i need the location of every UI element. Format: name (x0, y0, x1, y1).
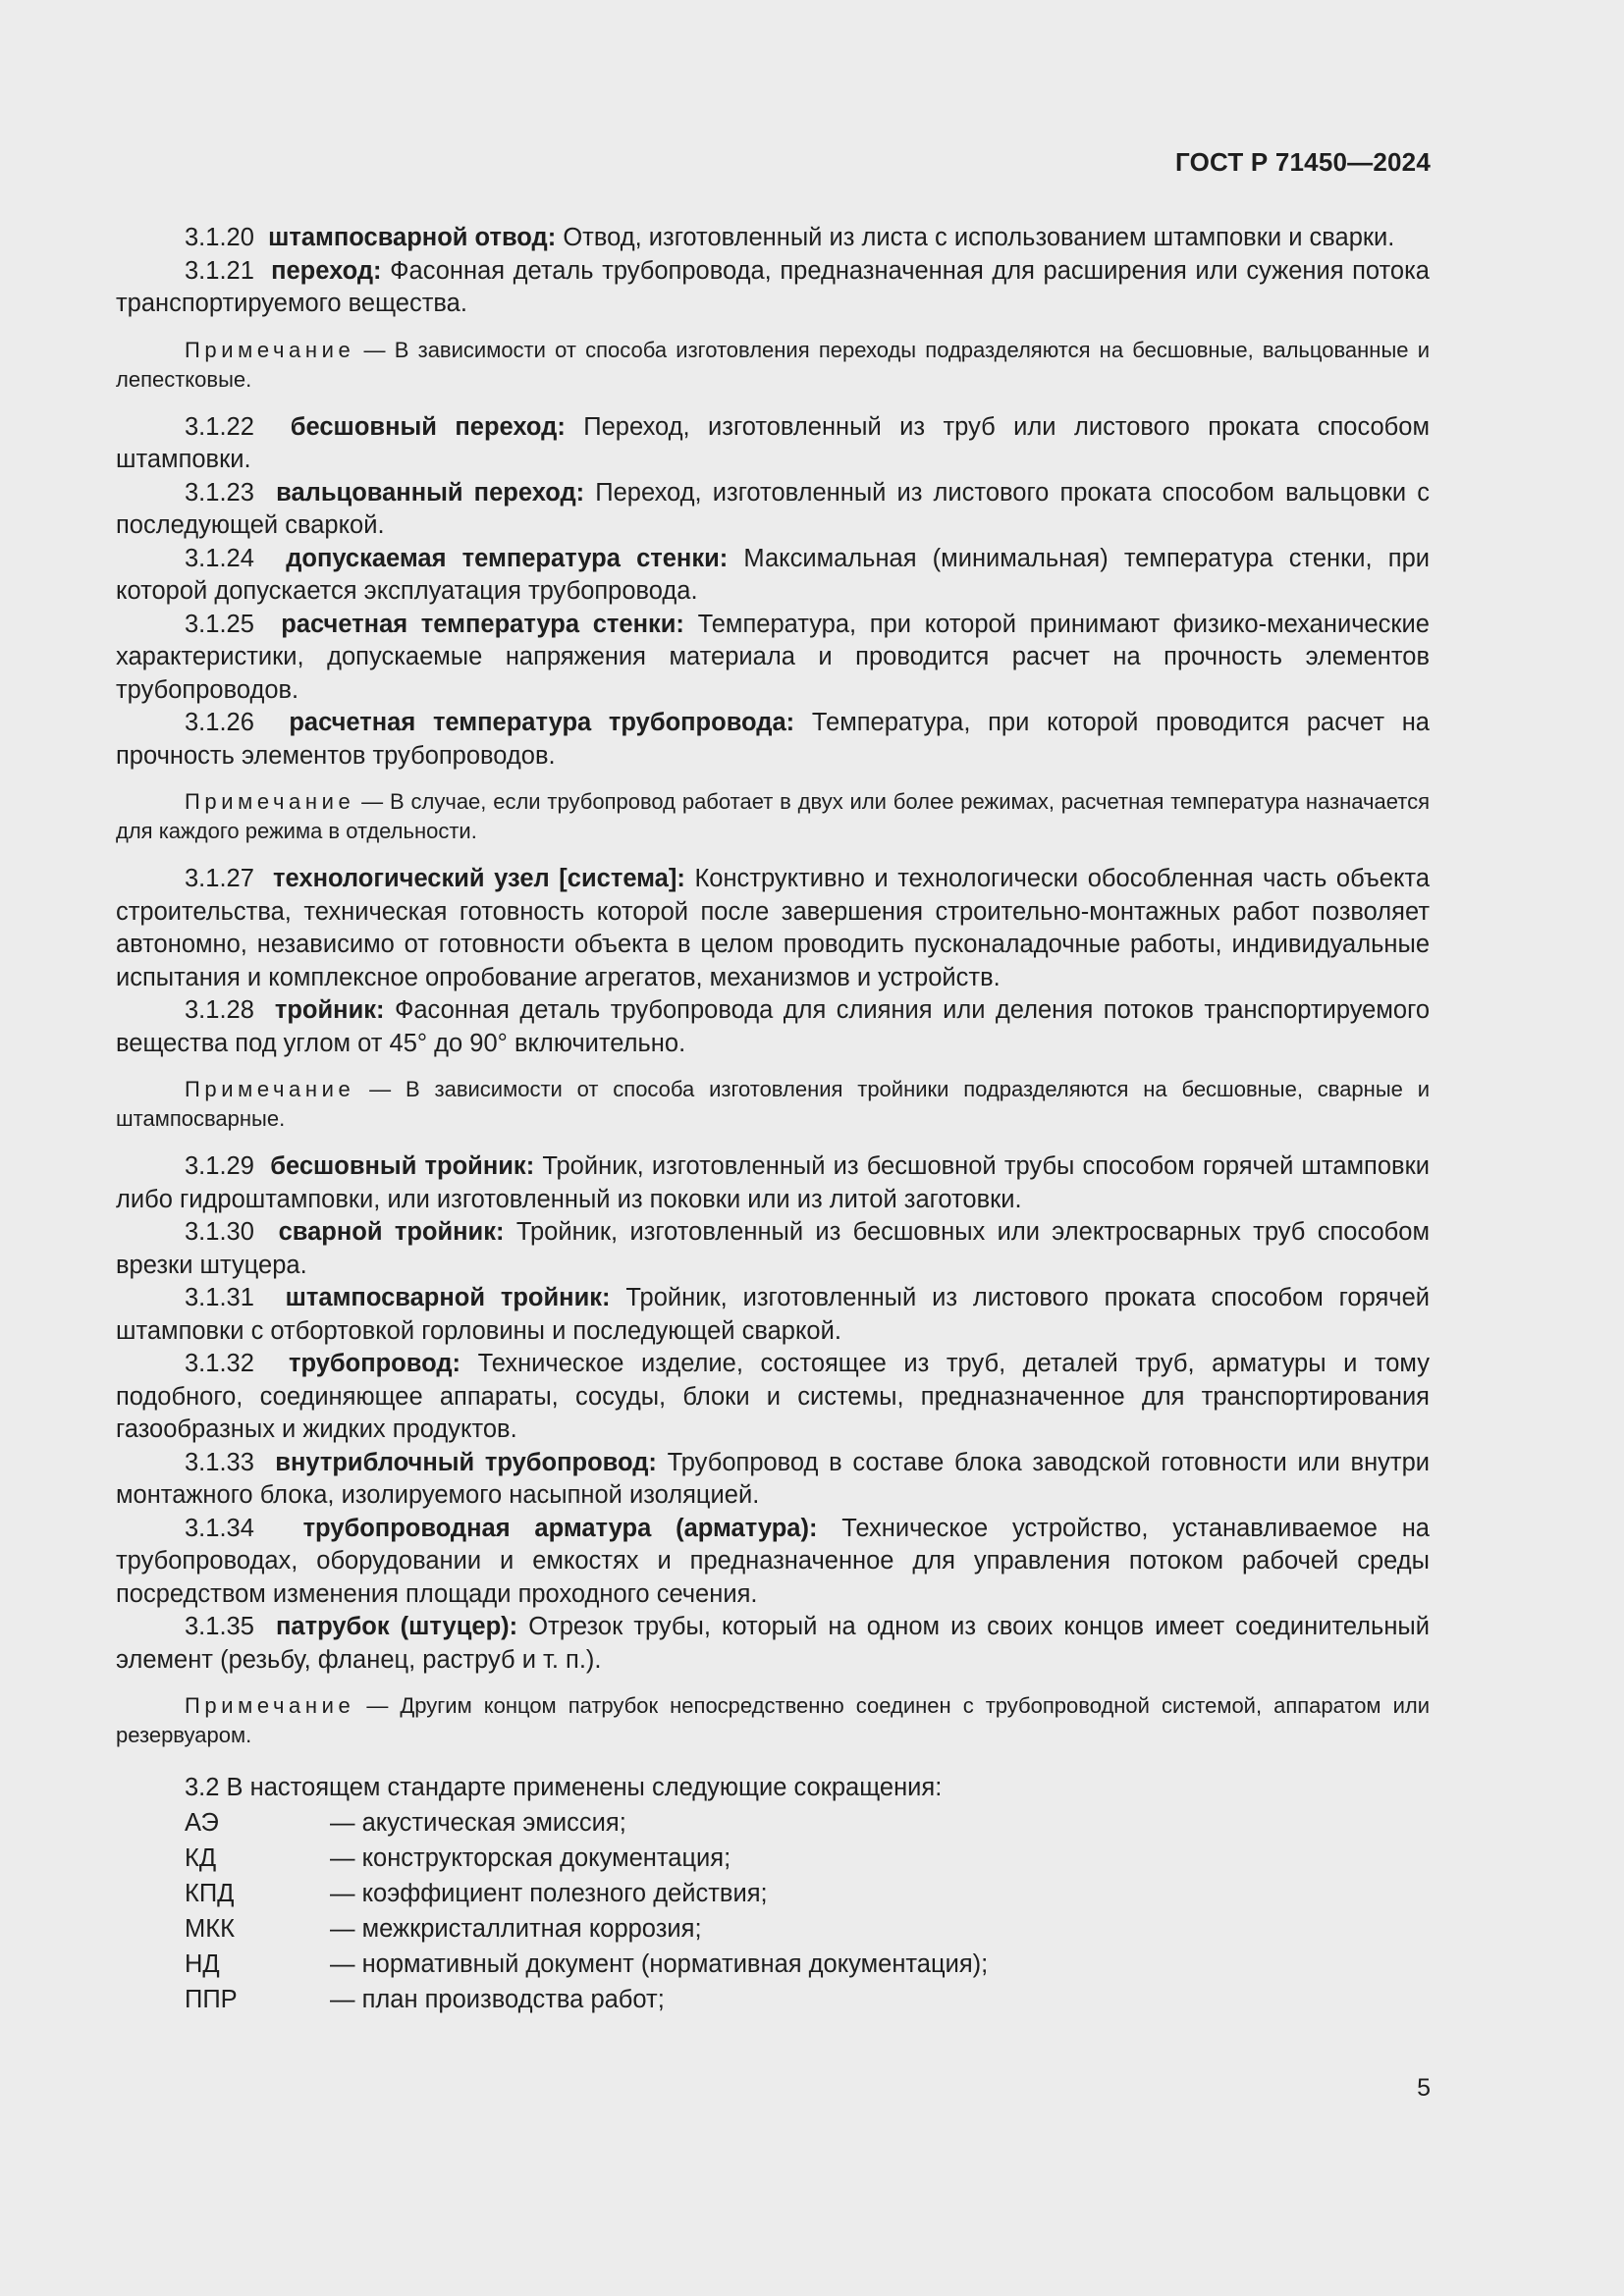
term-name: внутриблочный трубопровод: (275, 1448, 657, 1476)
term-number: 3.1.24 (185, 544, 254, 572)
term-text: Техническое устройство, устанавливаемое на трубопроводах, оборудовании и емкостях и предназначенное для управления потоком рабочей среды посредством изменения площади проходного сечения. (116, 1514, 1430, 1608)
term-name: штампосварной отвод: (268, 224, 557, 251)
term-definition (116, 222, 1430, 255)
abbreviation-row (185, 1947, 1430, 1982)
term-text: Температура, при которой принимают физико-механические характеристики, допускаемые напряжения материала и проводится расчет на прочность элементов трубопроводов. (116, 610, 1430, 704)
page-content (116, 222, 1430, 2017)
term-number: 3.1.34 (185, 1514, 254, 1542)
term-definition (116, 707, 1430, 773)
term-text: Отвод, изготовленный из листа с использованием штамповки и сварки. (563, 224, 1395, 251)
term-name: бесшовный тройник: (270, 1152, 535, 1180)
abbreviation-row (185, 1982, 1430, 2017)
abbreviation: КД (185, 1844, 217, 1872)
abbreviation: МКК (185, 1915, 235, 1943)
term-number: 3.1.33 (185, 1448, 254, 1476)
abbreviation-meaning: — конструкторская документация; (330, 1844, 731, 1872)
term-definition (116, 477, 1430, 543)
term-number: 3.1.25 (185, 610, 254, 638)
term-definition (116, 1348, 1430, 1447)
term-number: 3.1.28 (185, 996, 254, 1024)
note (116, 336, 1430, 395)
note-label: Примечание (185, 789, 355, 814)
abbreviation-meaning: — план производства работ; (330, 1986, 665, 2013)
note-dash: — (354, 789, 391, 814)
term-text: Трубопровод в составе блока заводской готовности или внутри монтажного блока, изолируемого насыпной изоляцией. (116, 1448, 1431, 1509)
note (116, 1075, 1430, 1134)
page-number: 5 (1417, 2074, 1431, 2102)
term-name: расчетная температура трубопровода: (289, 709, 795, 736)
note-text: Другим концом патрубок непосредственно соединен с трубопроводной системой, аппаратом или резервуаром. (116, 1693, 1430, 1747)
document-code: ГОСТ Р 71450—2024 (1175, 147, 1431, 177)
term-number: 3.1.30 (185, 1218, 254, 1246)
abbreviation-meaning: — коэффициент полезного действия; (330, 1880, 768, 1907)
abbreviation-meaning: — межкристаллитная коррозия; (330, 1915, 702, 1943)
term-text: Техническое изделие, состоящее из труб, деталей труб, арматуры и тому подобного, соединяющее аппараты, сосуды, блоки и системы, предназначенное для транспортирования газообразных и жидких продуктов. (116, 1350, 1431, 1443)
term-definition (116, 1282, 1430, 1348)
term-text: Переход, изготовленный из труб или листового проката способом штамповки. (116, 412, 1430, 473)
term-definition (116, 863, 1430, 994)
term-text: Переход, изготовленный из листового проката способом вальцовки с последующей сваркой. (116, 478, 1430, 539)
note-dash: — (354, 1077, 406, 1101)
abbreviation: ППР (185, 1986, 238, 2013)
term-definition (116, 1611, 1430, 1677)
term-number: 3.1.29 (185, 1152, 254, 1180)
abbreviation: НД (185, 1950, 220, 1978)
term-name: трубопроводная арматура (арматура): (302, 1514, 818, 1542)
term-name: расчетная температура стенки: (281, 610, 684, 638)
abbreviation-row (185, 1911, 1430, 1947)
term-number: 3.1.32 (185, 1350, 254, 1377)
term-number: 3.1.27 (185, 865, 254, 892)
term-name: бесшовный переход: (290, 412, 566, 441)
abbreviation-meaning: — акустическая эмиссия; (330, 1809, 626, 1837)
abbreviation-meaning: — нормативный документ (нормативная документация); (330, 1950, 989, 1978)
note-label: Примечание (185, 1693, 355, 1718)
term-name: допускаемая температура стенки: (286, 544, 729, 572)
note (116, 1691, 1430, 1750)
term-name: вальцованный переход: (276, 478, 585, 507)
term-text: Максимальная (минимальная) температура стенки, при которой допускается эксплуатация трубопровода. (116, 544, 1430, 605)
term-number: 3.1.31 (185, 1284, 254, 1311)
abbreviation-row (185, 1805, 1430, 1841)
term-name: тройник: (274, 996, 385, 1024)
term-name: переход: (271, 256, 382, 285)
term-definition (116, 255, 1430, 321)
term-text: Конструктивно и технологически обособленная часть объекта строительства, техническая готовность которой после завершения строительно-монтажных работ позволяет автономно, независимо от готовности объекта в целом проводить пусконаладочные работы, индивидуальные испытания и комплексное опробование агрегатов, механизмов и устройств. (116, 865, 1430, 991)
note-dash: — (354, 337, 395, 362)
term-definition (116, 1447, 1430, 1513)
term-text: Фасонная деталь трубопровода, предназначенная для расширения или сужения потока транспортируемого вещества. (116, 256, 1430, 317)
term-name: технологический узел [система]: (273, 865, 685, 892)
term-definition (116, 609, 1430, 708)
term-definition (116, 994, 1430, 1060)
note-label: Примечание (185, 1077, 355, 1101)
term-number: 3.1.35 (185, 1613, 254, 1640)
term-definition (116, 1216, 1430, 1282)
note (116, 787, 1430, 846)
abbreviation-row (185, 1876, 1430, 1911)
term-definition (116, 1513, 1430, 1612)
abbreviation-row (185, 1841, 1430, 1876)
abbreviation: АЭ (185, 1809, 219, 1837)
note-text: В случае, если трубопровод работает в двух или более режимах, расчетная температура назначается для каждого режима в отдельности. (116, 789, 1430, 843)
term-text: Тройник, изготовленный из бесшовных или электросварных труб способом врезки штуцера. (116, 1218, 1430, 1279)
term-definition (116, 1150, 1430, 1216)
term-number: 3.1.26 (185, 709, 254, 736)
term-number: 3.1.22 (185, 412, 254, 441)
term-text: Температура, при которой проводится расчет на прочность элементов трубопроводов. (116, 709, 1430, 770)
term-name: патрубок (штуцер): (276, 1613, 518, 1640)
term-number: 3.1.23 (185, 478, 254, 507)
term-number: 3.1.20 (185, 224, 254, 251)
note-text: В зависимости от способа изготовления тройники подразделяются на бесшовные, сварные и штампосварные. (116, 1077, 1430, 1131)
term-text: Тройник, изготовленный из листового проката способом горячей штамповки с отбортовкой горловины и последующей сваркой. (116, 1284, 1430, 1345)
abbreviations-intro: 3.2 В настоящем стандарте применены следующие сокращения: (185, 1774, 943, 1801)
term-name: трубопровод: (288, 1350, 461, 1377)
term-text: Фасонная деталь трубопровода для слияния или деления потоков транспортируемого вещества под углом от 45° до 90° включительно. (116, 996, 1431, 1057)
note-label: Примечание (185, 337, 355, 362)
note-text: В зависимости от способа изготовления переходы подразделяются на бесшовные, вальцованные и лепестковые. (116, 337, 1430, 392)
term-text: Отрезок трубы, который на одном из своих концов имеет соединительный элемент (резьбу, фланец, раструб и т. п.). (116, 1613, 1430, 1674)
term-name: сварной тройник: (278, 1218, 505, 1246)
term-definition (116, 543, 1430, 609)
term-number: 3.1.21 (185, 256, 254, 285)
note-dash: — (354, 1693, 401, 1718)
term-text: Тройник, изготовленный из бесшовной трубы способом горячей штамповки либо гидроштамповки, или изготовленный из поковки или из литой заготовки. (116, 1152, 1430, 1213)
term-definition (116, 411, 1430, 477)
abbreviation: КПД (185, 1880, 235, 1907)
term-name: штампосварной тройник: (285, 1284, 611, 1311)
